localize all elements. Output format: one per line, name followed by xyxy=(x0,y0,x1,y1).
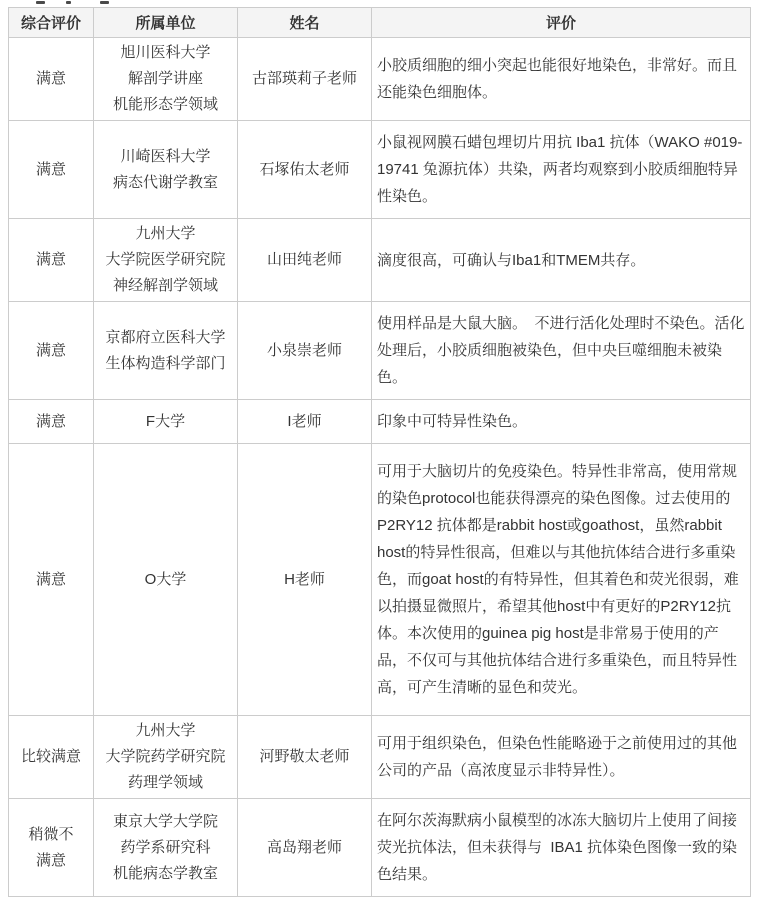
table-row xyxy=(9,121,751,219)
cell-rating: 满意 xyxy=(9,219,94,302)
cropped-glyph-fragment xyxy=(36,1,45,4)
cell-evaluation: 可用于大脑切片的免疫染色。特异性非常高，使用常规的染色protocol也能获得漂亮的染色图像。过去使用的P2RY12 抗体都是rabbit host或goathost，虽然rabbit host的特异性很高，但难以与其他抗体结合进行多重染色，而goat host的有特异性，但其着色和荧光很弱，难以拍摄显微照片，希望其他host中有更好的P2RY12抗体。本次使用的guinea pig host是非常易于使用的产品，不仅可与其他抗体结合进行多重染色，而且特异性高，可产生清晰的显色和荧光。 xyxy=(372,444,751,716)
cell-affiliation: 九州大学 大学院药学研究院 药理学领域 xyxy=(94,716,238,799)
column-header-affiliation: 所属单位 xyxy=(94,8,238,38)
cell-name: 河野敬太老师 xyxy=(238,716,372,799)
column-header-name: 姓名 xyxy=(238,8,372,38)
cell-affiliation: 東京大学大学院 药学系研究科 机能病态学教室 xyxy=(94,799,238,897)
cell-name: 石塚佑太老师 xyxy=(238,121,372,219)
cell-rating: 满意 xyxy=(9,400,94,444)
cell-affiliation: O大学 xyxy=(94,444,238,716)
cell-affiliation: 旭川医科大学 解剖学讲座 机能形态学领域 xyxy=(94,38,238,121)
cell-rating: 满意 xyxy=(9,121,94,219)
column-header-evaluation: 评价 xyxy=(372,8,751,38)
cropped-glyph-fragment xyxy=(66,1,71,4)
cell-evaluation: 滴度很高，可确认与Iba1和TMEM共存。 xyxy=(372,219,751,302)
table-row xyxy=(9,38,751,121)
table-row xyxy=(9,219,751,302)
cell-affiliation: F大学 xyxy=(94,400,238,444)
cell-name: H老师 xyxy=(238,444,372,716)
cell-affiliation: 京都府立医科大学 生体构造科学部门 xyxy=(94,302,238,400)
cell-rating: 满意 xyxy=(9,302,94,400)
table-row xyxy=(9,302,751,400)
cell-name: I老师 xyxy=(238,400,372,444)
table-row xyxy=(9,400,751,444)
cell-rating: 满意 xyxy=(9,38,94,121)
cell-evaluation: 印象中可特异性染色。 xyxy=(372,400,751,444)
cropped-glyph-fragment xyxy=(100,1,109,4)
cell-affiliation: 川崎医科大学 病态代谢学教室 xyxy=(94,121,238,219)
table-row xyxy=(9,444,751,716)
cell-name: 山田纯老师 xyxy=(238,219,372,302)
cropped-text-artifact xyxy=(8,0,757,7)
table-header-row xyxy=(9,8,751,38)
cell-rating: 稍微不 满意 xyxy=(9,799,94,897)
table-row xyxy=(9,799,751,897)
cell-name: 小泉崇老师 xyxy=(238,302,372,400)
table-row xyxy=(9,716,751,799)
cell-name: 古部瑛莉子老师 xyxy=(238,38,372,121)
column-header-rating: 综合评价 xyxy=(9,8,94,38)
cell-evaluation: 小胶质细胞的细小突起也能很好地染色，非常好。而且还能染色细胞体。 xyxy=(372,38,751,121)
cell-evaluation: 小鼠视网膜石蜡包埋切片用抗 Iba1 抗体（WAKO #019-19741 兔源抗体）共染，两者均观察到小胶质细胞特异性染色。 xyxy=(372,121,751,219)
cell-rating: 满意 xyxy=(9,444,94,716)
cell-evaluation: 可用于组织染色，但染色性能略逊于之前使用过的其他公司的产品（高浓度显示非特异性）。 xyxy=(372,716,751,799)
evaluation-table xyxy=(8,7,751,897)
cell-affiliation: 九州大学 大学院医学研究院 神经解剖学领域 xyxy=(94,219,238,302)
cell-name: 高岛翔老师 xyxy=(238,799,372,897)
cell-evaluation: 使用样品是大鼠大脑。 不进行活化处理时不染色。活化处理后，小胶质细胞被染色，但中央巨噬细胞未被染色。 xyxy=(372,302,751,400)
cell-evaluation: 在阿尔茨海默病小鼠模型的冰冻大脑切片上使用了间接荧光抗体法，但未获得与 IBA1 抗体染色图像一致的染色结果。 xyxy=(372,799,751,897)
cell-rating: 比较满意 xyxy=(9,716,94,799)
